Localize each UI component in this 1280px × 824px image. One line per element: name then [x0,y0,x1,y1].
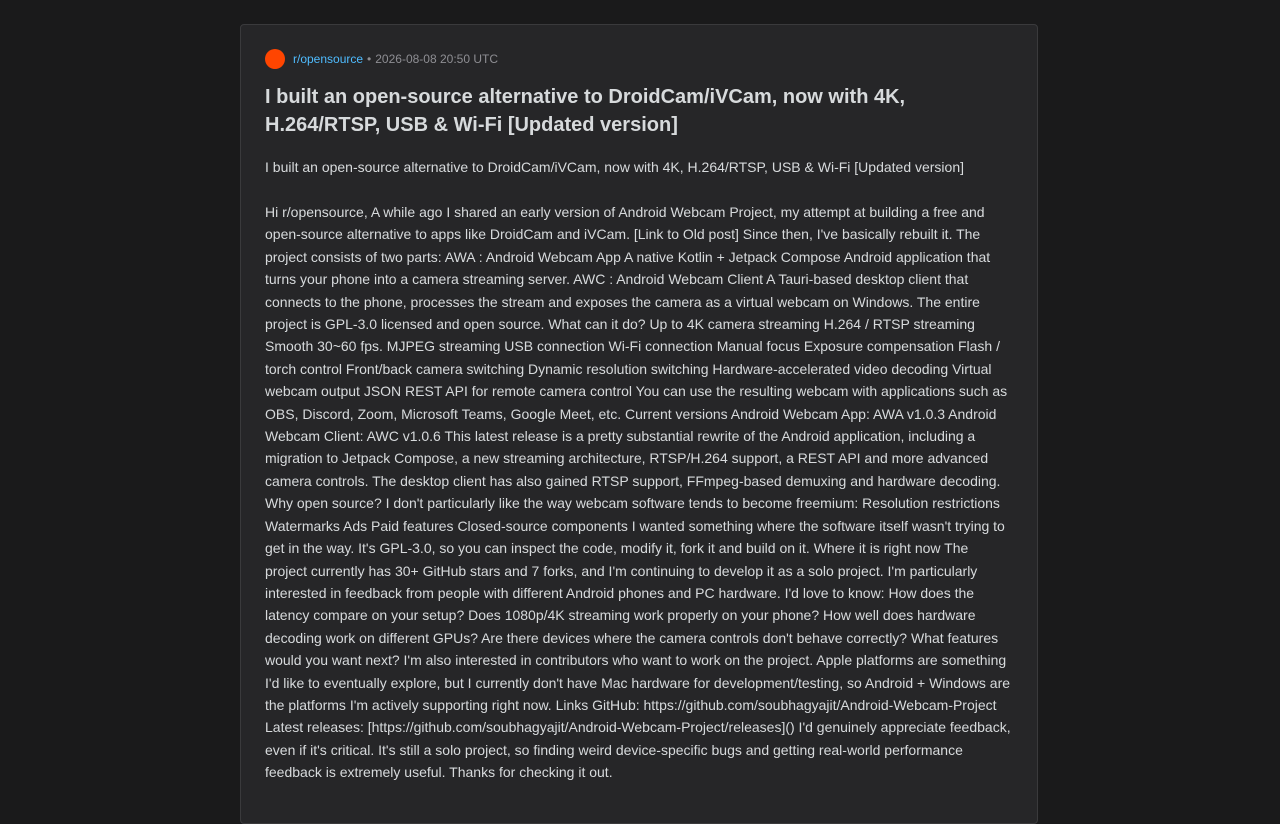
post-card [240,24,1038,824]
post-title[interactable]: I built an open-source alternative to DroidCam/iVCam, now with 4K, H.264/RTSP, USB & Wi-Fi [Updated version] [265,86,906,136]
post-body: Hi r/opensource, A while ago I shared an early version of Android Webcam Project, my attempt at building a free and open-source alternative to apps like DroidCam and iVCam. [Link to Old post] Since then, I've basically rebuilt it. The project consists of two parts: AWA : Android Webcam App A native Kotlin + Jetpack Compose Android application that turns your phone into a camera streaming server. AWC : Android Webcam Client A Tauri-based desktop client that connects to the phone, processes the stream and exposes the camera as a virtual webcam on Windows. The entire project is GPL-3.0 licensed and open source. What can it do? Up to 4K camera streaming H.264 / RTSP streaming Smooth 30~60 fps. MJPEG streaming USB connection Wi-Fi connection Manual focus Exposure compensation Flash / torch control Front/back camera switching Dynamic resolution switching Hardware-accelerated video decoding Virtual webcam output JSON REST API for remote camera control You can use the resulting webcam with applications such as OBS, Discord, Zoom, Microsoft Teams, Google Meet, etc. Current versions Android Webcam App: AWA v1.0.3 Android Webcam Client: AWC v1.0.6 This latest release is a pretty substantial rewrite of the Android application, including a migration to Jetpack Compose, a new streaming architecture, RTSP/H.264 support, a REST API and more advanced camera controls. The desktop client has also gained RTSP support, FFmpeg-based demuxing and hardware decoding. Why open source? I don't particularly like the way webcam software tends to become freemium: Resolution restrictions Watermarks Ads Paid features Closed-source components I wanted something where the software itself wasn't trying to get in the way. It's GPL-3.0, so you can inspect the code, modify it, fork it and build on it. Where it is right now The project currently has 30+ GitHub stars and 7 forks, and I'm continuing to develop it as a solo project. I'm particularly interested in feedback from people with different Android phones and PC hardware. I'd love to know: How does the latency compare on your setup? Does 1080p/4K streaming work properly on your phone? How well does hardware decoding work on different GPUs? Are there devices where the camera controls don't behave correctly? What features would you want next? I'm also interested in contributors who want to work on the project. Apple platforms are something I'd like to eventually explore, but I currently don't have Mac hardware for development/testing, so Android + Windows are the platforms I'm actively supporting right now. Links GitHub: https://github.com/soubhagyajit/Android-Webcam-Project Latest releases: [https://github.com/soubhagyajit/Android-Webcam-Project/releases]() I'd genuinely appreciate feedback, even if it's critical. It's still a solo project, so finding weird device-specific bugs and getting real-world performance feedback is extremely useful. Thanks for checking it out. [265,204,1011,781]
post-meta [265,49,1013,69]
meta-separator: • [367,52,372,66]
post-summary: I built an open-source alternative to DroidCam/iVCam, now with 4K, H.264/RTSP, USB & Wi-Fi [Updated version] [265,159,965,175]
subreddit-avatar-icon[interactable] [265,49,285,69]
subreddit-link[interactable]: r/opensource [293,52,364,66]
post-timestamp: 2026-08-08 20:50 UTC [375,52,498,66]
